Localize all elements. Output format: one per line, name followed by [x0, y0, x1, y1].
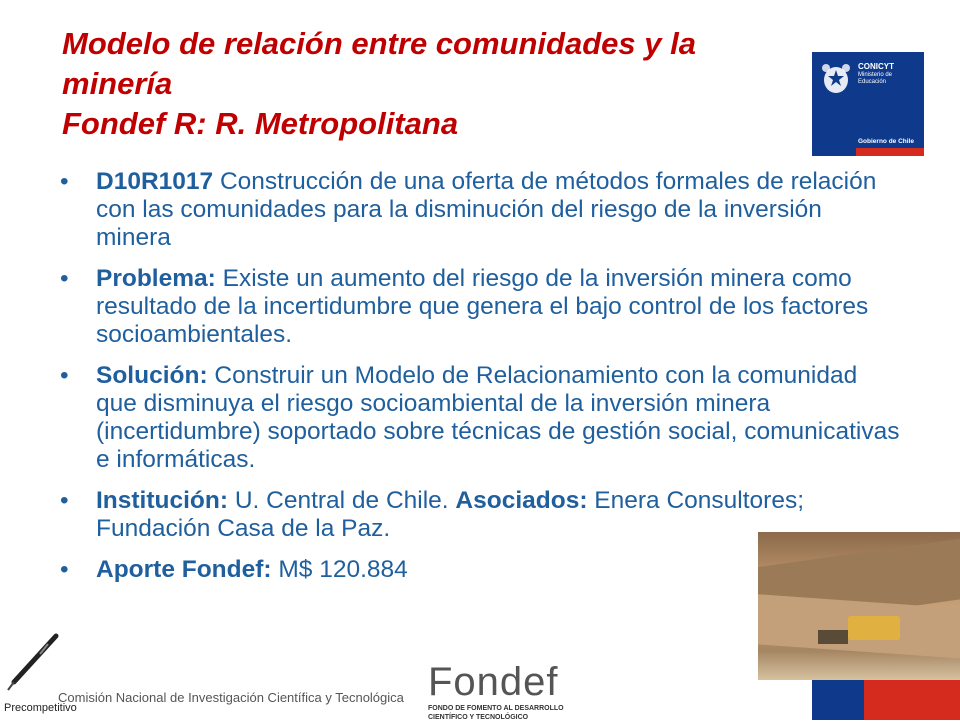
fondef-logo: [428, 660, 598, 720]
bullet-project-code: [60, 168, 900, 252]
flag-red-block: [864, 680, 960, 720]
bullet-problem: [60, 265, 900, 349]
conicyt-government: Gobierno de Chile: [858, 138, 914, 145]
bullet-label-associates: Asociados:: [455, 487, 588, 514]
bullet-text: U. Central de Chile.: [228, 487, 456, 514]
bullet-text: M$ 120.884: [271, 556, 408, 583]
title-line-1: Modelo de relación entre comunidades y la: [62, 26, 696, 61]
bullet-text-associates: Enera Consultores; Fundación Casa de la Paz.: [96, 487, 805, 542]
flag-blue-block: [812, 680, 864, 720]
bullet-icon: •: [60, 168, 69, 195]
title-line-2: minería: [62, 66, 173, 101]
precompetitive-tag: Precompetitivo: [4, 702, 77, 714]
bullet-text: Construcción de una oferta de métodos formales de relación con las comunidades para la disminución del riesgo de la inversión minera: [96, 168, 877, 251]
bullet-label: Aporte Fondef:: [96, 556, 272, 583]
fondef-subtitle: [428, 704, 598, 722]
bullet-icon: •: [60, 556, 69, 583]
title-line-3: Fondef R: R. Metropolitana: [62, 106, 459, 141]
fondef-subtitle-line-1: FONDO DE FOMENTO AL DESARROLLO: [428, 705, 564, 712]
conicyt-ministry: Ministerio de Educación: [858, 72, 893, 85]
mining-photo: [758, 532, 960, 680]
bullet-label: Institución:: [96, 487, 229, 514]
bullet-label: Solución:: [96, 362, 208, 389]
bullet-text: Existe un aumento del riesgo de la inversión minera como resultado de la incertidumbre que genera el bajo control de los factores socioambientales.: [96, 265, 869, 348]
slide-title: [62, 24, 782, 144]
bullet-label: D10R1017: [96, 168, 214, 195]
flag-blue-stripe: [812, 148, 856, 156]
fondef-wordmark: Fondef: [428, 660, 559, 704]
bullet-icon: •: [60, 487, 69, 514]
coat-of-arms-icon: [818, 58, 854, 98]
fondef-subtitle-line-2: CIENTÍFICO Y TECNOLÓGICO: [428, 714, 529, 721]
mining-machine: [818, 630, 848, 644]
mining-truck: [848, 616, 900, 640]
bullet-solution: [60, 362, 900, 474]
commission-name: Comisión Nacional de Investigación Científica y Tecnológica: [58, 690, 404, 705]
conicyt-logo: [812, 52, 924, 156]
bullet-text: Construir un Modelo de Relacionamiento con la comunidad que disminuya el riesgo socioambiental de la inversión minera (incertidumbre) soportado sobre técnicas de gestión social, comunicativas e informáticas.: [96, 362, 900, 473]
flag-strip: [812, 680, 960, 720]
bullet-label: Problema:: [96, 265, 216, 292]
bullet-icon: •: [60, 362, 69, 389]
bullet-icon: •: [60, 265, 69, 292]
conicyt-name: CONICYT: [858, 62, 894, 71]
pen-icon: [4, 632, 60, 692]
